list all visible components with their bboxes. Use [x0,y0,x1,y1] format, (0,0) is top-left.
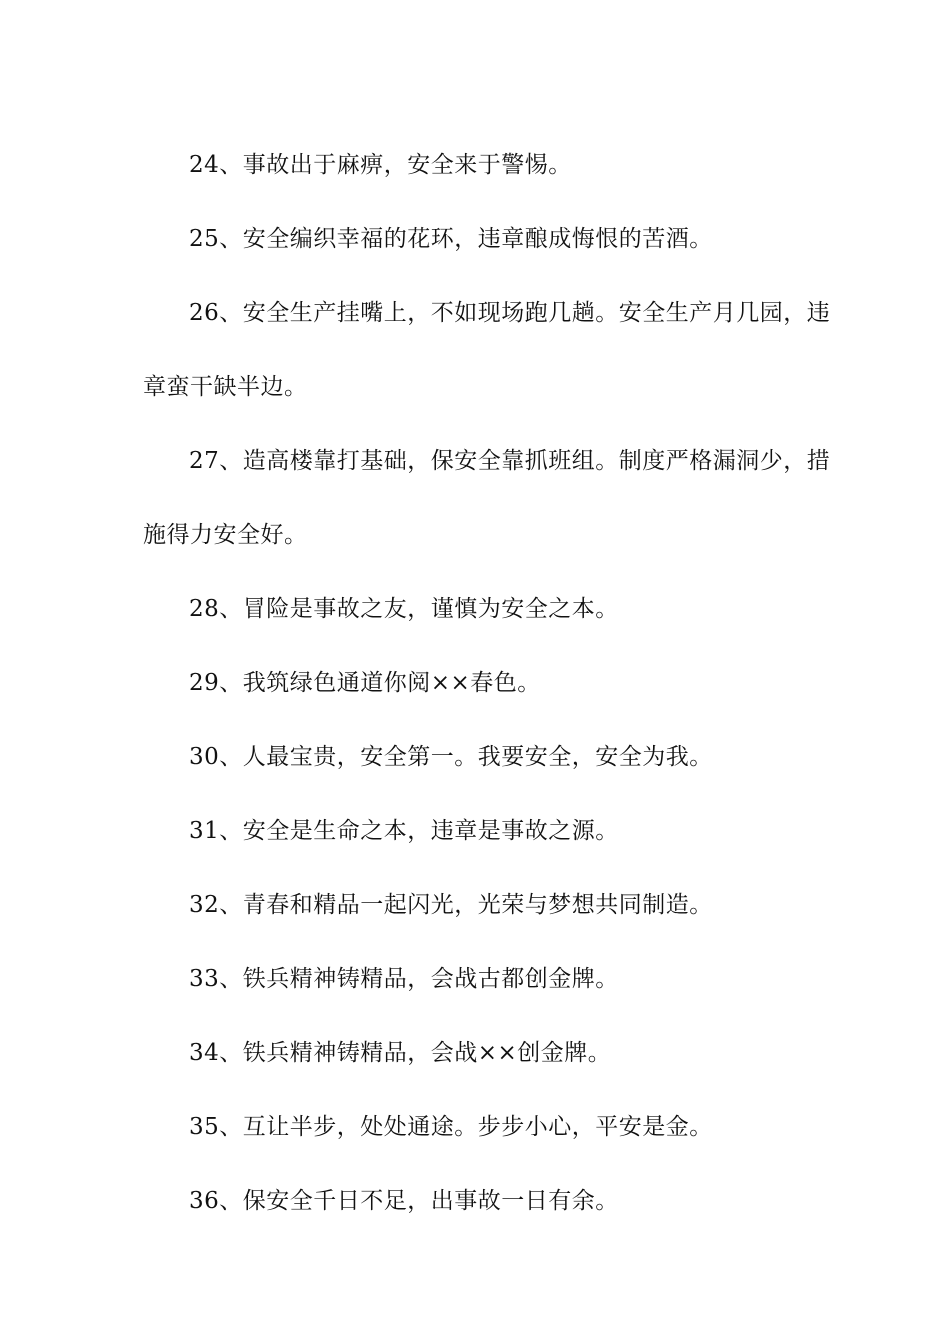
paragraph-36: 36、保安全千日不足，出事故一日有余。 [189,1188,619,1214]
paragraph-32: 32、青春和精品一起闪光，光荣与梦想共同制造。 [189,892,713,918]
paragraph-29: 29、我筑绿色通道你阅××春色。 [189,670,541,696]
paragraph-31: 31、安全是生命之本，违章是事故之源。 [189,818,619,844]
paragraph-24: 24、事故出于麻痹，安全来于警惕。 [189,152,572,178]
paragraph-33: 33、铁兵精神铸精品，会战古都创金牌。 [189,966,619,992]
paragraph-34: 34、铁兵精神铸精品，会战××创金牌。 [189,1040,612,1066]
paragraph-30: 30、人最宝贵，安全第一。我要安全，安全为我。 [189,744,713,770]
paragraph-26: 26、安全生产挂嘴上，不如现场跑几趟。安全生产月几园，违章蛮干缺半边。 [143,300,831,400]
paragraph-35: 35、互让半步，处处通途。步步小心，平安是金。 [189,1114,713,1140]
document-body [143,128,833,1238]
paragraph-25: 25、安全编织幸福的花环，违章酿成悔恨的苦酒。 [189,226,713,252]
paragraph-27: 27、造高楼靠打基础，保安全靠抓班组。制度严格漏洞少，措施得力安全好。 [143,448,831,548]
paragraph-28: 28、冒险是事故之友，谨慎为安全之本。 [189,596,619,622]
